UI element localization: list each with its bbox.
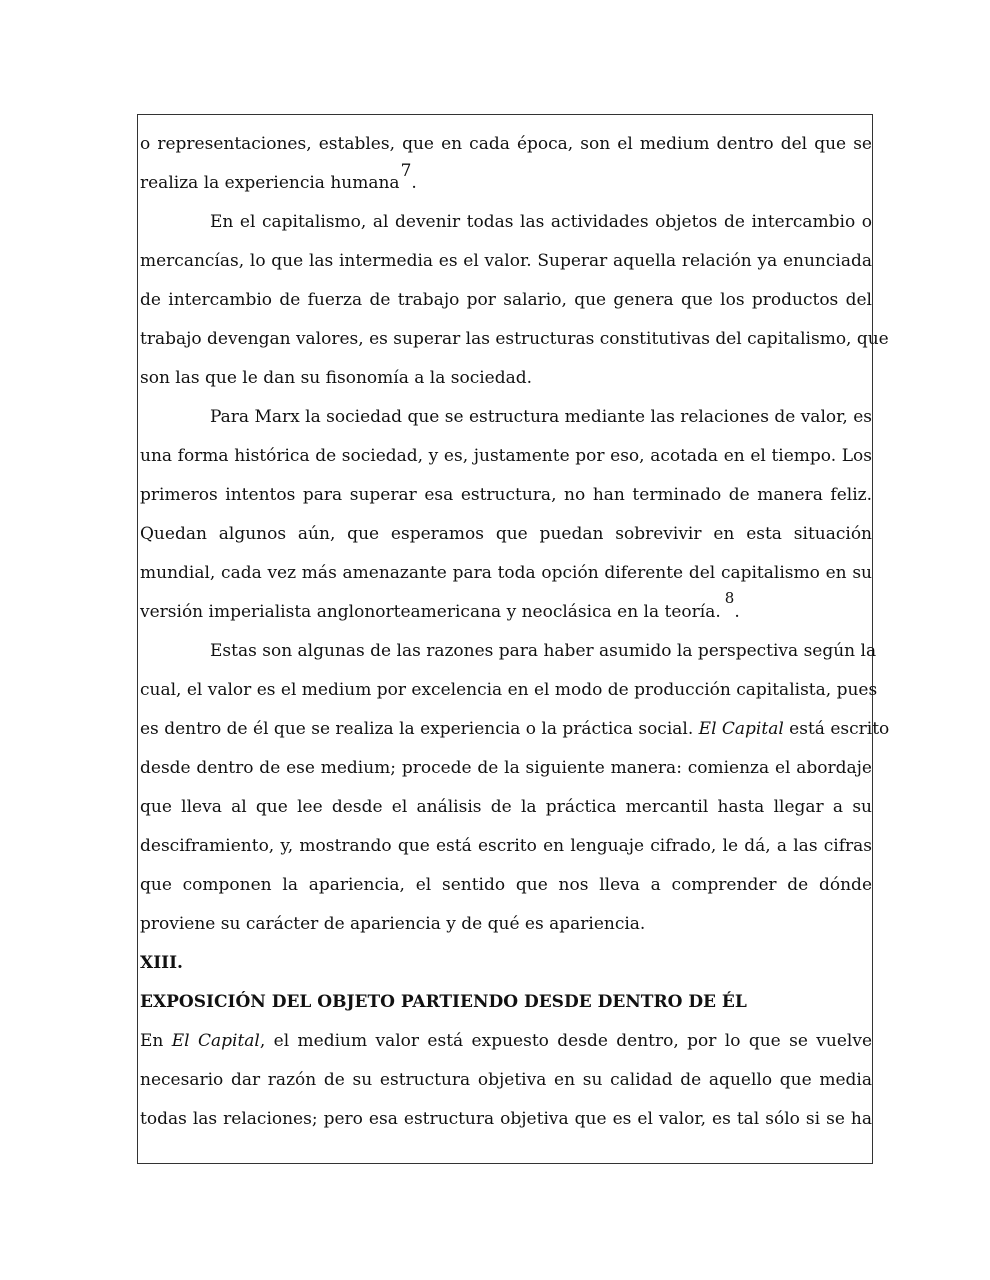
text-line: trabajo devengan valores, es superar las estructuras constitutivas del capitalismo, que — [140, 329, 889, 349]
text-line: mundial, cada vez más amenazante para toda opción diferente del capitalismo en su — [140, 563, 872, 583]
book-title: El Capital — [171, 1031, 260, 1051]
text-line: una forma histórica de sociedad, y es, justamente por eso, acotada en el tiempo. Los — [140, 446, 872, 466]
section-number: XIII. — [140, 953, 183, 973]
book-title: El Capital — [698, 719, 784, 739]
text-line: son las que le dan su fisonomía a la sociedad. — [140, 368, 533, 388]
footnote-marker-8[interactable]: 8 — [724, 589, 735, 607]
text-line: necesario dar razón de su estructura objetiva en su calidad de aquello que media — [140, 1070, 872, 1090]
footnote-marker-7[interactable]: 7 — [400, 161, 412, 181]
text-line: En el capitalismo, al devenir todas las actividades objetos de intercambio o — [210, 212, 872, 232]
text-line: o representaciones, estables, que en cada época, son el medium dentro del que se — [140, 134, 872, 154]
text-line: versión imperialista anglonorteamericana y neoclásica en la teoría.8. — [140, 589, 740, 622]
text-line: es dentro de él que se realiza la experiencia o la práctica social. El Capital está escrito — [140, 719, 890, 739]
text-line: mercancías, lo que las intermedia es el valor. Superar aquella relación ya enunciada — [140, 251, 872, 271]
text-line: Para Marx la sociedad que se estructura mediante las relaciones de valor, es — [210, 407, 872, 427]
text-line: primeros intentos para superar esa estructura, no han terminado de manera feliz. — [140, 485, 872, 505]
document-body — [140, 125, 890, 1139]
text-line: todas las relaciones; pero esa estructura objetiva que es el valor, es tal sólo si se ha — [140, 1109, 872, 1129]
text-line: cual, el valor es el medium por excelencia en el modo de producción capitalista, pues — [140, 680, 878, 700]
text-line: proviene su carácter de apariencia y de qué es apariencia. — [140, 914, 646, 934]
text-line: Quedan algunos aún, que esperamos que puedan sobrevivir en esta situación — [140, 524, 872, 544]
text-line: desde dentro de ese medium; procede de la siguiente manera: comienza el abordaje — [140, 758, 872, 778]
text-line: realiza la experiencia humana7. — [140, 161, 417, 193]
text-line: que componen la apariencia, el sentido que nos lleva a comprender de dónde — [140, 875, 872, 895]
text-line: que lleva al que lee desde el análisis de la práctica mercantil hasta llegar a su — [140, 797, 872, 817]
section-title: EXPOSICIÓN DEL OBJETO PARTIENDO DESDE DENTRO DE ÉL — [140, 992, 747, 1012]
text-line: En El Capital, el medium valor está expuesto desde dentro, por lo que se vuelve — [140, 1031, 872, 1051]
text-line: desciframiento, y, mostrando que está escrito en lenguaje cifrado, le dá, a las cifras — [140, 836, 872, 856]
text-line: de intercambio de fuerza de trabajo por salario, que genera que los productos del — [140, 290, 872, 310]
text-line: Estas son algunas de las razones para haber asumido la perspectiva según la — [210, 641, 877, 661]
